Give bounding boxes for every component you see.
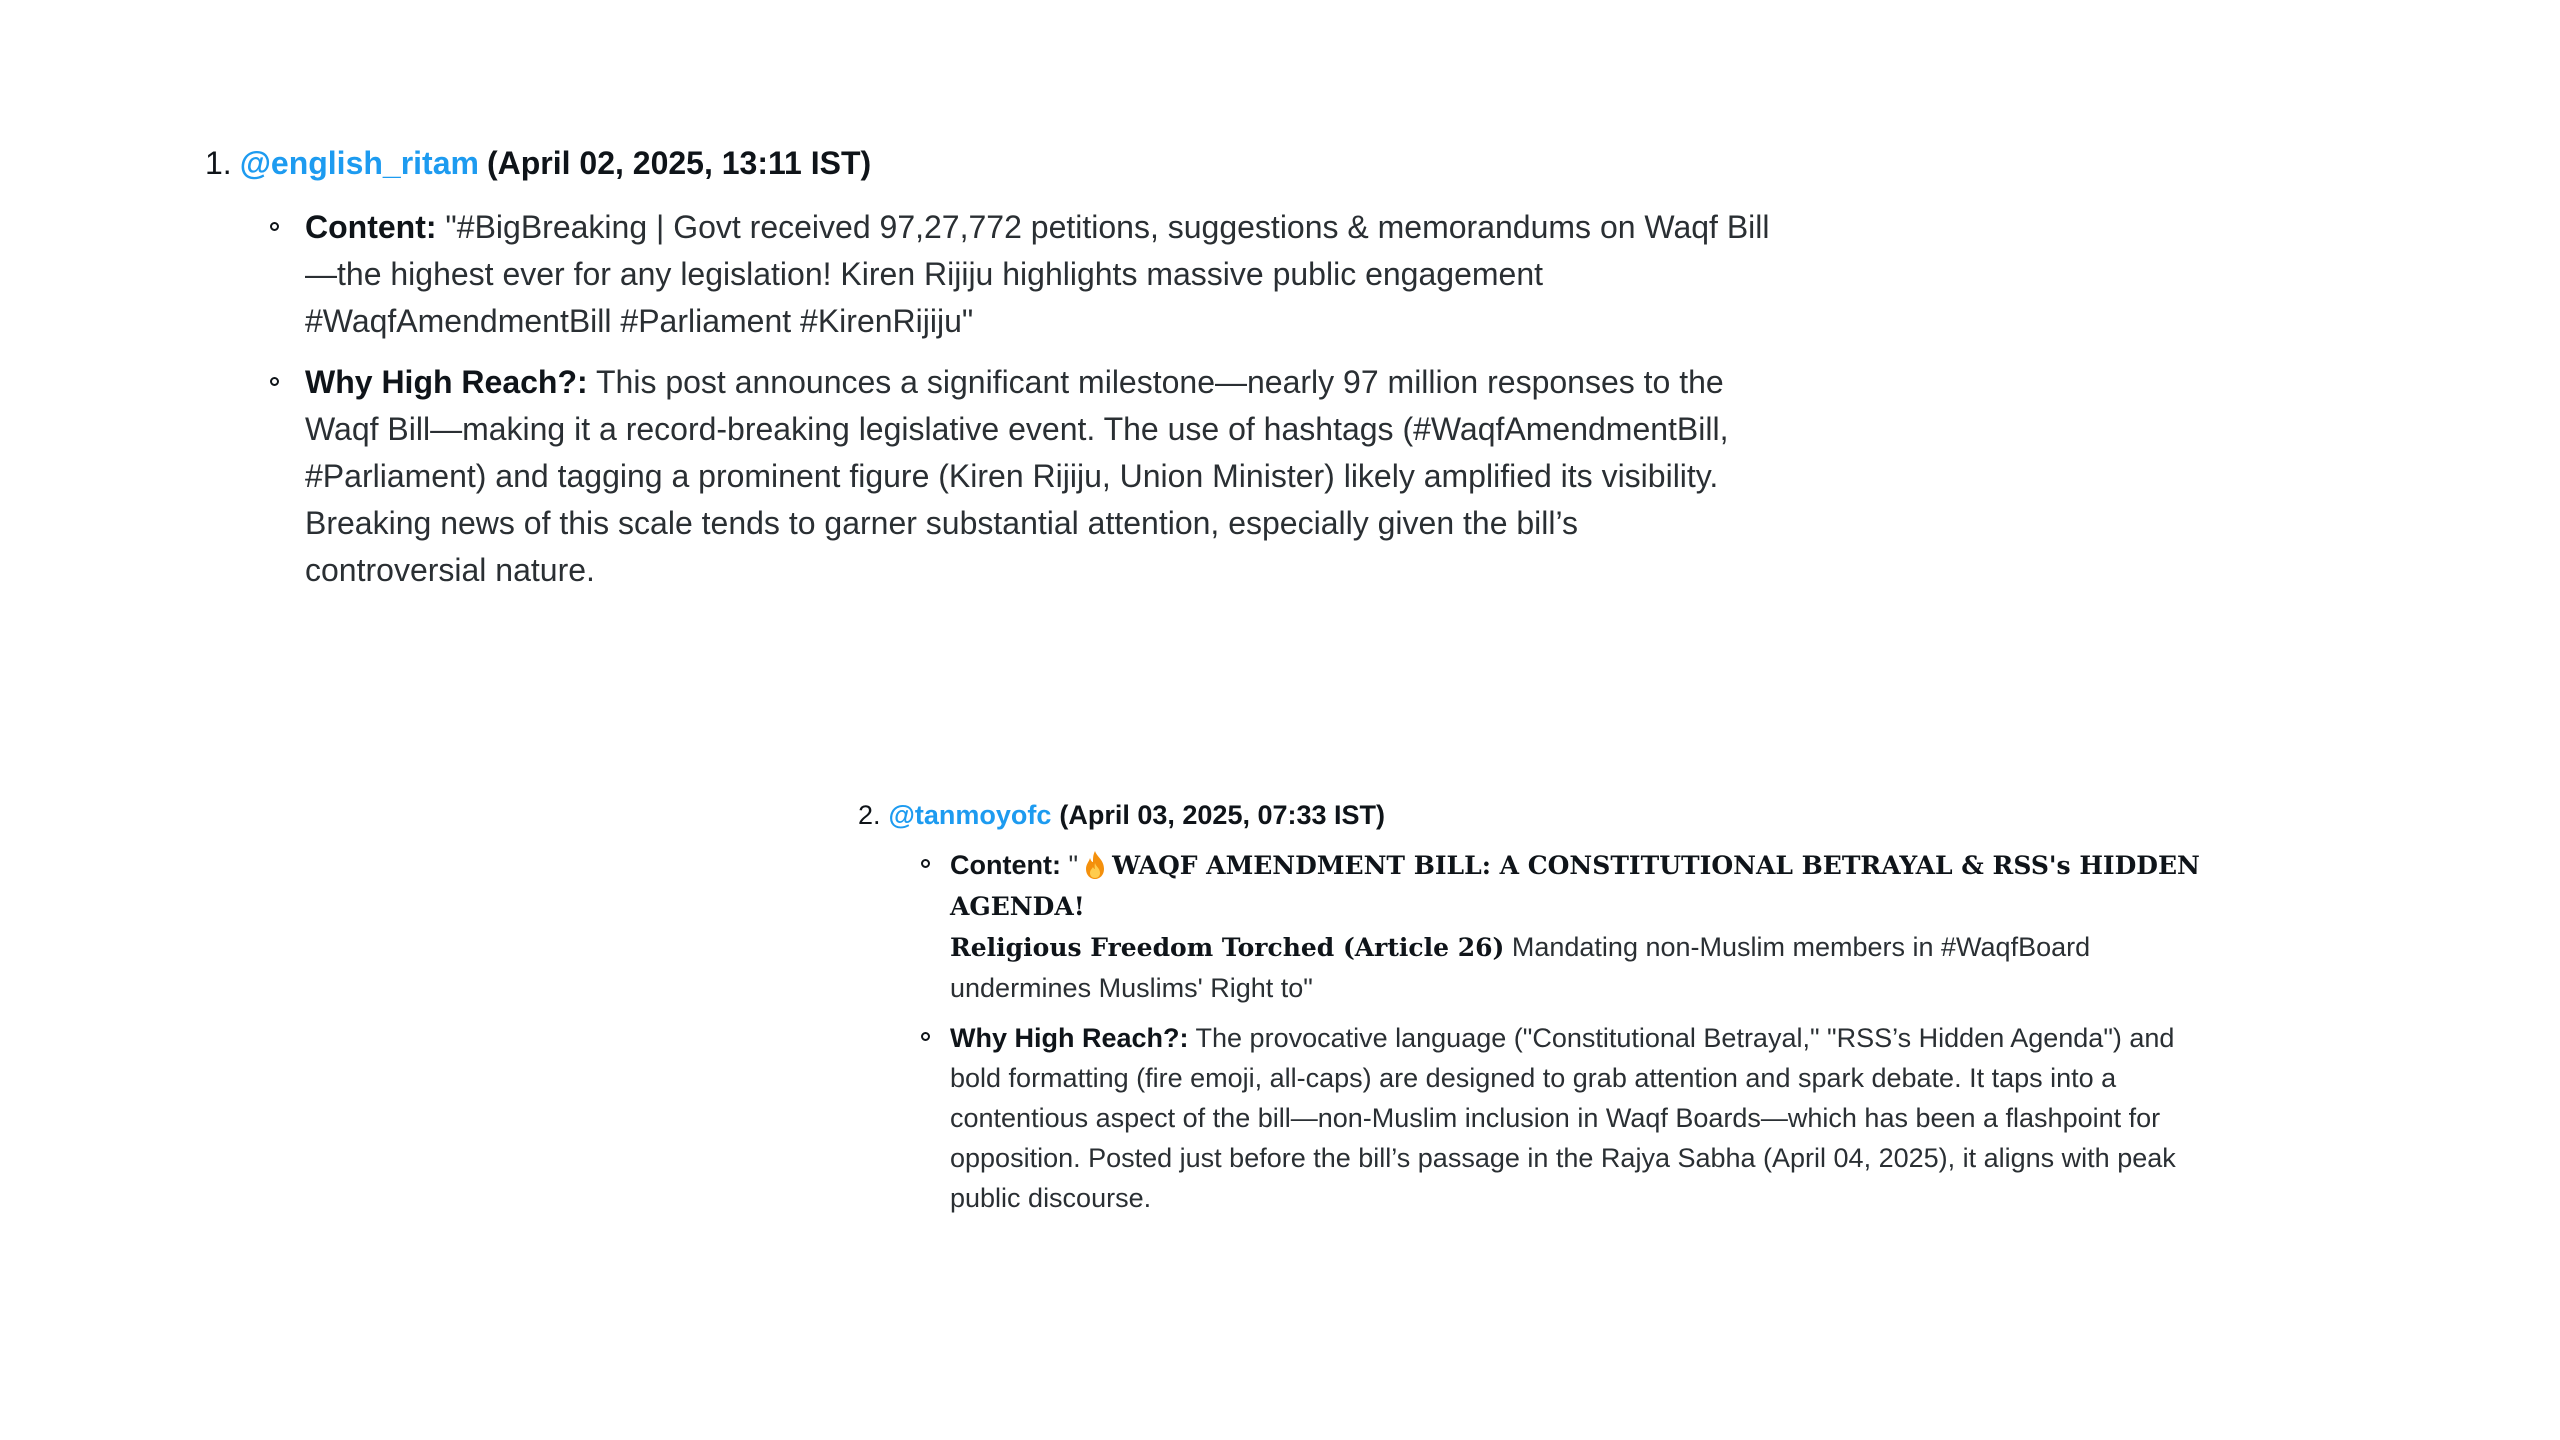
content-line: undermines Muslims' Right to" (950, 973, 1313, 1003)
bullet-circle-icon (921, 1032, 930, 1041)
bullet-circle-icon (270, 377, 279, 386)
list-number: 2. (858, 800, 881, 830)
reach-line: opposition. Posted just before the bill’s passage in the Rajya Sabha (April 04, 2025), it aligns with peak (950, 1143, 2176, 1173)
post-item-2 (858, 800, 2238, 1228)
reach-label: Why High Reach? (305, 364, 578, 400)
content-label: Content (305, 209, 426, 245)
bullet-circle-icon (270, 222, 279, 231)
list-number: 1. (205, 145, 232, 181)
post-header (205, 145, 1805, 182)
content-line: #WaqfAmendmentBill #Parliament #KirenRijiju" (305, 303, 974, 339)
post-timestamp: (April 03, 2025, 07:33 IST) (1059, 800, 1386, 830)
fire-icon (1082, 850, 1108, 880)
content-line: Mandating non-Muslim members in #WaqfBoard (1511, 932, 2091, 962)
content-quote-mark: " (1068, 850, 1079, 880)
reach-line: The provocative language ("Constitutional Betrayal," "RSS’s Hidden Agenda") and (1195, 1023, 2175, 1053)
content-bullet: Content: " WAQF AMENDMENT BILL: A CONSTITUTIONAL BETRAYAL & RSS's HIDDEN AGENDA! Religious Freedom Torched (Article 26) Mandating non-Muslim members in #WaqfBoard undermines Muslims' Right to" (950, 845, 2238, 1008)
content-line: —the highest ever for any legislation! Kiren Rijiju highlights massive public engagement (305, 256, 1543, 292)
user-handle-link[interactable]: @tanmoyofc (888, 800, 1052, 830)
content-bullet: Content: "#BigBreaking | Govt received 97,27,772 petitions, suggestions & memorandums on Waqf Bill —the highest ever for any legislation! Kiren Rijiju highlights massive public engagement #WaqfAmendmentBill #Parliament #KirenRijiju" (305, 204, 1805, 345)
post-timestamp: (April 02, 2025, 13:11 IST) (486, 145, 872, 181)
reach-line: bold formatting (fire emoji, all-caps) are designed to grab attention and spark debate. It taps into a (950, 1063, 2117, 1093)
user-handle-link[interactable]: @english_ritam (239, 145, 479, 181)
content-styled-text: WAQF AMENDMENT BILL: A CONSTITUTIONAL BETRAYAL & RSS's HIDDEN AGENDA! (950, 851, 2200, 921)
post-details-list (305, 204, 1805, 594)
post-details-list (950, 845, 2238, 1218)
reach-line: Waqf Bill—making it a record-breaking legislative event. The use of hashtags (#WaqfAmendmentBill, (305, 411, 1729, 447)
reach-line: controversial nature. (305, 552, 595, 588)
post-item-1 (205, 145, 1805, 608)
post-header (858, 800, 2238, 831)
reach-bullet: Why High Reach?: This post announces a significant milestone—nearly 97 million responses to the Waqf Bill—making it a record-breaking legislative event. The use of hashtags (#WaqfAmendmentBill, #Parliament) and tagging a prominent figure (Kiren Rijiju, Union Minister) likely amplified its visibility. Breaking news of this scale tends to garner substantial attention, especially given the bill’s controversial nature. (305, 359, 1805, 594)
reach-line: Breaking news of this scale tends to garner substantial attention, especially given the bill’s (305, 505, 1579, 541)
reach-line: #Parliament) and tagging a prominent figure (Kiren Rijiju, Union Minister) likely amplified its visibility. (305, 458, 1719, 494)
reach-line: contentious aspect of the bill—non-Muslim inclusion in Waqf Boards—which has been a flashpoint for (950, 1103, 2161, 1133)
bullet-circle-icon (921, 859, 930, 868)
reach-line: This post announces a significant milestone—nearly 97 million responses to the (595, 364, 1724, 400)
reach-line: public discourse. (950, 1183, 1152, 1213)
reach-bullet: Why High Reach?: The provocative language ("Constitutional Betrayal," "RSS’s Hidden Agenda") and bold formatting (fire emoji, all-caps) are designed to grab attention and spark debate. It taps into a contentious aspect of the bill—non-Muslim inclusion in Waqf Boards—which has been a flashpoint for opposition. Posted just before the bill’s passage in the Rajya Sabha (April 04, 2025), it aligns with peak public discourse. (950, 1018, 2238, 1218)
content-styled-text: Religious Freedom Torched (Article 26) (950, 933, 1505, 962)
content-line: "#BigBreaking | Govt received 97,27,772 petitions, suggestions & memorandums on Waqf Bill (445, 209, 1770, 245)
reach-label: Why High Reach? (950, 1023, 1180, 1053)
content-label: Content (950, 850, 1052, 880)
